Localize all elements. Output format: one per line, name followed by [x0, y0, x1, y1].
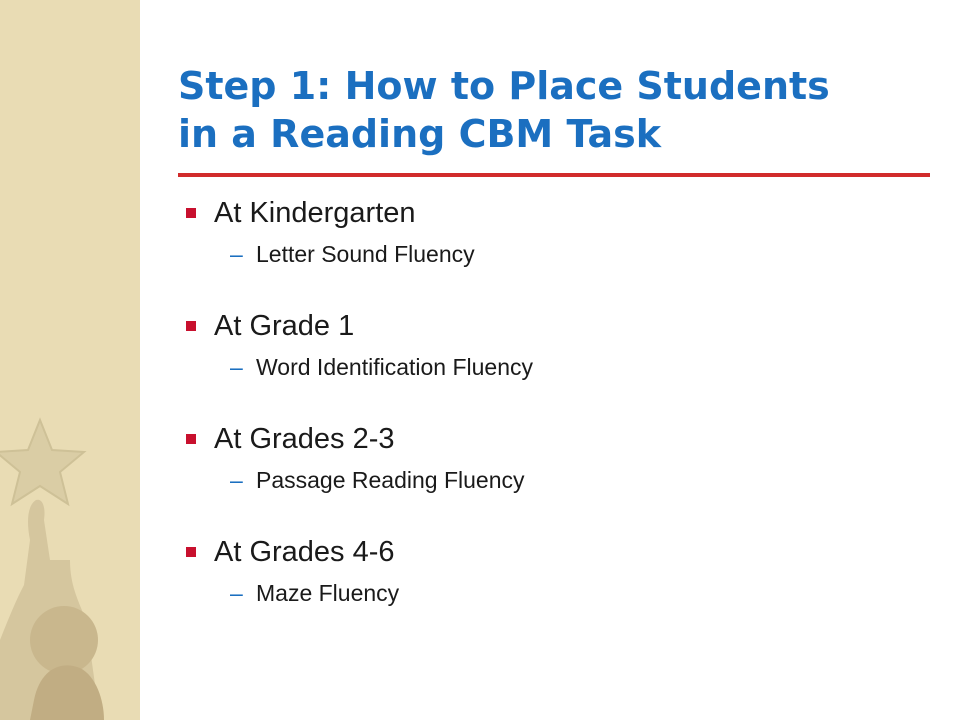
sub-bullet-label: Passage Reading Fluency: [256, 467, 525, 493]
bullet-label: At Grades 4-6: [214, 536, 395, 568]
bullet-item-grade-1: [186, 303, 926, 385]
dash-bullet-icon: –: [230, 354, 243, 380]
square-bullet-icon: [186, 547, 196, 557]
star-icon: [0, 420, 84, 504]
bullet-label: At Grade 1: [214, 310, 355, 342]
square-bullet-icon: [186, 208, 196, 218]
star-and-child-illustration: [0, 0, 140, 720]
dash-bullet-icon: –: [230, 580, 243, 606]
bullet-item-kindergarten: [186, 190, 926, 272]
sub-bullet-label: Word Identification Fluency: [256, 354, 533, 380]
square-bullet-icon: [186, 434, 196, 444]
title-divider: [178, 173, 930, 177]
sub-bullet-label: Maze Fluency: [256, 580, 400, 606]
title-line-2: in a Reading CBM Task: [178, 112, 662, 156]
dash-bullet-icon: –: [230, 467, 243, 493]
spacer: [186, 272, 926, 303]
bullet-item-grades-2-3: [186, 416, 926, 498]
spacer: [186, 498, 926, 529]
dash-bullet-icon: –: [230, 241, 243, 267]
title-line-1: Step 1: How to Place Students: [178, 64, 830, 108]
bullet-label: At Grades 2-3: [214, 423, 395, 455]
bullet-list: [186, 190, 926, 611]
bullet-item-grades-4-6: [186, 529, 926, 611]
sub-bullet-label: Letter Sound Fluency: [256, 241, 475, 267]
bullet-label: At Kindergarten: [214, 197, 416, 229]
child-silhouette-image: [0, 500, 104, 720]
decorative-side-panel: [0, 0, 140, 720]
square-bullet-icon: [186, 321, 196, 331]
spacer: [186, 385, 926, 416]
slide-title: [178, 62, 938, 158]
